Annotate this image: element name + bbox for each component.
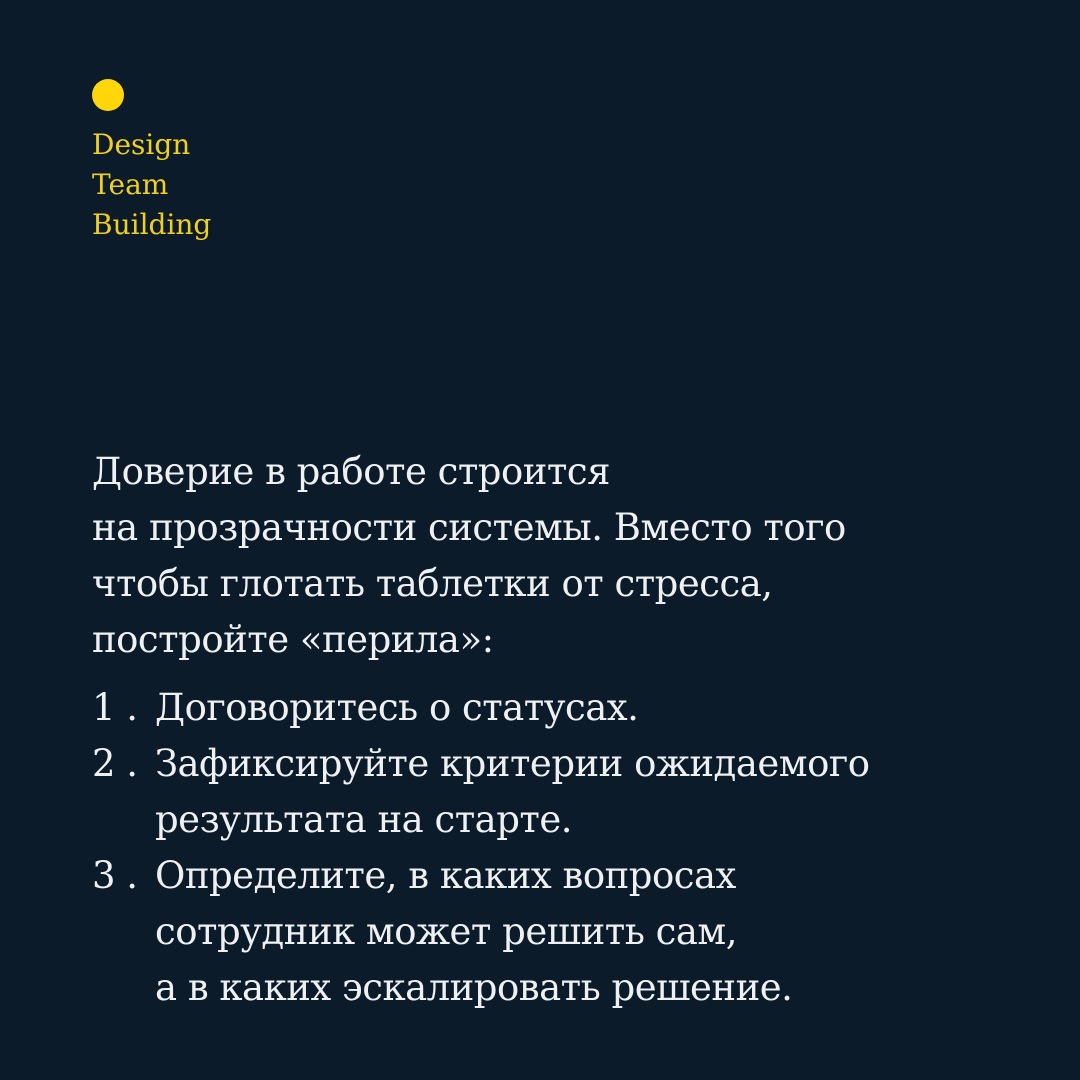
step-line: а в каких эскалировать решение. (155, 966, 793, 1009)
step-line: Договоритесь о статусах. (155, 686, 639, 729)
brand-dot-icon (92, 79, 124, 111)
main-content (92, 444, 992, 1016)
intro-line: чтобы глотать таблетки от стресса, (92, 562, 773, 605)
step-item-3 (92, 848, 992, 1016)
step-line: Зафиксируйте критерии ожидаемого (155, 742, 870, 785)
step-number: 3 . (92, 854, 138, 897)
step-text (155, 680, 638, 736)
intro-paragraph (92, 444, 992, 668)
step-text (155, 848, 792, 1016)
brand-line-team: Team (92, 168, 169, 201)
intro-line: постройте «перила»: (92, 618, 494, 661)
brand-block (92, 79, 211, 245)
step-text (155, 736, 870, 848)
intro-line: Доверие в работе строится (92, 450, 610, 493)
step-line: Определите, в каких вопросах (155, 854, 736, 897)
step-item-1 (92, 680, 992, 736)
steps-list (92, 680, 992, 1016)
brand-line-design: Design (92, 128, 191, 161)
step-line: результата на старте. (155, 798, 573, 841)
step-number: 2 . (92, 742, 138, 785)
brand-line-building: Building (92, 208, 212, 241)
step-item-2 (92, 736, 992, 848)
step-line: сотрудник может решить сам, (155, 910, 737, 953)
intro-line: на прозрачности системы. Вместо того (92, 506, 846, 549)
step-number: 1 . (92, 686, 138, 729)
